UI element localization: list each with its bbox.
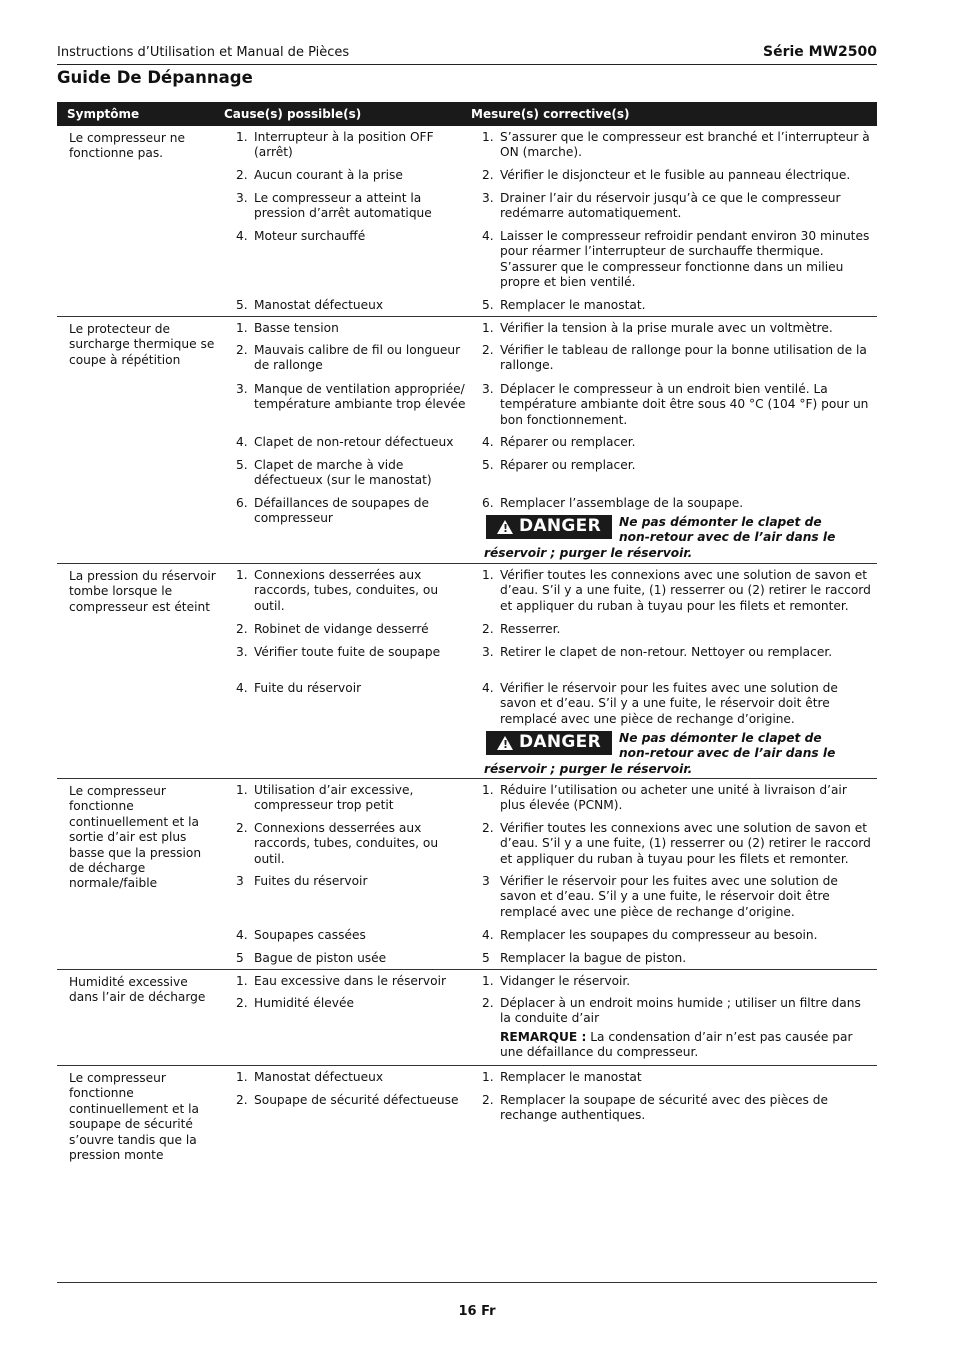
measure-item: 1. Vérifier toutes les connexions avec une solution de savon et d’eau. S’il y a une fuite, (1) resserrer ou (2) retirer le raccord et appliquer du ruban à tuyau pour les filets et remonter. — [482, 568, 871, 613]
measure-item: 4. Laisser le compresseur refroidir pendant environ 30 minutes pour réarmer l’interrupteur de surchauffe thermique. S’assurer que le compresseur fonctionne dans un milieu propre et bien ventilé. — [482, 229, 870, 290]
cause-item: 4. Clapet de non-retour défectueux — [236, 435, 454, 449]
col-header-measure: Mesure(s) corrective(s) — [471, 107, 630, 121]
cause-item: 2. Soupape de sécurité défectueuse — [236, 1093, 459, 1107]
table-row — [57, 126, 877, 317]
table-row — [57, 779, 877, 970]
warning-triangle-icon — [497, 520, 513, 534]
cause-item: 4. Soupapes cassées — [236, 928, 366, 942]
cause-item: 3. Vérifier toute fuite de soupape — [236, 645, 441, 659]
symptom-text: La pression du réservoir tombe lorsque le compresseur est éteint — [69, 569, 216, 614]
danger-badge: ! DANGER — [486, 515, 612, 539]
measure-item: 4. Réparer ou remplacer. — [482, 435, 636, 449]
cause-item: 2. Humidité élevée — [236, 996, 355, 1010]
measure-item: 3. Déplacer le compresseur à un endroit bien ventilé. La température ambiante doit être sous 40 °C (104 °F) pour un bon fonctionnement. — [482, 382, 869, 427]
cause-item: 1. Basse tension — [236, 321, 339, 335]
cause-item: 1. Connexions desserrées aux raccords, tubes, conduites, ou outil. — [236, 568, 439, 613]
cause-item: 1. Eau excessive dans le réservoir — [236, 974, 446, 988]
table-row — [57, 1066, 877, 1166]
measure-item: 2. Déplacer à un endroit moins humide ; utiliser un filtre dans la conduite d’air — [482, 996, 861, 1026]
measure-item: 1. Réduire l’utilisation ou acheter une unité à livraison d’air plus élevée (PCNM). — [482, 783, 847, 813]
cause-item: 2. Robinet de vidange desserré — [236, 622, 429, 636]
measure-item: 1. Remplacer le manostat — [482, 1070, 642, 1084]
cause-item: 1. Manostat défectueux — [236, 1070, 384, 1084]
symptom-text: Le compresseur fonctionne continuellement et la sortie d’air est plus basse que la pression de décharge normale/faible — [69, 784, 202, 891]
cause-item: 2. Connexions desserrées aux raccords, tubes, conduites, ou outil. — [236, 821, 439, 866]
symptom-text: Le protecteur de surcharge thermique se coupe à répétition — [69, 322, 215, 367]
col-header-symptom: Symptôme — [67, 107, 140, 121]
danger-badge: ! DANGER — [486, 731, 612, 755]
symptom-text: Le compresseur ne fonctionne pas. — [69, 131, 185, 161]
measure-item: 2. Vérifier le disjoncteur et le fusible au panneau électrique. — [482, 168, 851, 182]
col-header-cause: Cause(s) possible(s) — [224, 107, 362, 121]
cause-item: 2. Aucun courant à la prise — [236, 168, 403, 182]
cause-item: 1. Interrupteur à la position OFF (arrêt) — [236, 130, 434, 160]
measure-item: 3 Vérifier le réservoir pour les fuites avec une solution de savon et d’eau. S’il y a une fuite, le réservoir doit être remplacé avec une pièce de rechange d’origine. — [482, 874, 838, 919]
cause-item: 4. Moteur surchauffé — [236, 229, 366, 243]
note-text: REMARQUE : La condensation d’air n’est pas causée par une défaillance du compresseur. — [500, 1030, 853, 1060]
measure-item: 2. Remplacer la soupape de sécurité avec des pièces de rechange authentiques. — [482, 1093, 828, 1123]
cause-item: 5. Manostat défectueux — [236, 298, 384, 312]
cause-item: 1. Utilisation d’air excessive, compresseur trop petit — [236, 783, 414, 813]
troubleshooting-table — [57, 102, 877, 1163]
measure-item: 5. Réparer ou remplacer. — [482, 458, 636, 472]
measure-item: 5. Remplacer le manostat. — [482, 298, 646, 312]
cause-item: 5. Clapet de marche à vide défectueux (sur le manostat) — [236, 458, 432, 488]
note-label: REMARQUE : — [500, 1030, 587, 1044]
measure-item: 5 Remplacer la bague de piston. — [482, 951, 687, 965]
table-header — [57, 102, 877, 126]
table-row: La pression du réservoir tombe lorsque le compresseur est éteint 1. Connexions desserrées aux raccords, tubes, conduites, ou outil. 1. Vérifier toutes les connexions avec une solution de savon et d’eau. S’il y a une fuite, (1) resserrer ou (2) retirer le raccord et appliquer du ruban à tuyau pour les filets et remonter. 2. Robinet de vidange desserré 2. Resserrer. 3. Vérifier toute fuite de soupape 3. Retirer le clapet de non-retour. Nettoyer ou remplacer. 4. Fuite du réservoir 4. Vérifier le réservoir pour les fuites avec une solution de savon et d’eau. S’il y a une fuite, le réservoir doit être remplacé avec une pièce de rechange d’origine. ! DANGER Ne pas démonter le clapet de non-retour avec de l’air dans le réservoir ; purger le réservoir. — [57, 564, 877, 779]
page-title: Guide De Dépannage — [57, 68, 253, 87]
table-row — [57, 970, 877, 1066]
measure-item: 3. Retirer le clapet de non-retour. Nettoyer ou remplacer. — [482, 645, 833, 659]
symptom-text: Humidité excessive dans l’air de décharge — [69, 975, 206, 1005]
measure-item: 1. Vidanger le réservoir. — [482, 974, 631, 988]
measure-item: 4. Remplacer les soupapes du compresseur au besoin. — [482, 928, 818, 942]
measure-item: 2. Resserrer. — [482, 622, 561, 636]
cause-item: 3. Manque de ventilation appropriée/ température ambiante trop élevée — [236, 382, 466, 412]
cause-item: 3. Le compresseur a atteint la pression d’arrêt automatique — [236, 191, 432, 221]
cause-item: 6. Défaillances de soupapes de compresseur — [236, 496, 429, 526]
table-row: Le protecteur de surcharge thermique se coupe à répétition 1. Basse tension 1. Vérifier la tension à la prise murale avec un voltmètre. 2. Mauvais calibre de fil ou longueur de rallonge 2. Vérifier le tableau de rallonge pour la bonne utilisation de la rallonge. 3. Manque de ventilation appropriée/ température ambiante trop élevée 3. Déplacer le compresseur à un endroit bien ventilé. La température ambiante doit être sous 40 °C (104 °F) pour un bon fonctionnement. 4. Clapet de non-retour défectueux 4. Réparer ou remplacer. 5. Clapet de marche à vide défectueux (sur le manostat) 5. Réparer ou remplacer. 6. Défaillances de soupapes de compresseur 6. Remplacer l’assemblage de la soupape. ! DANGER Ne pas démonter le clapet de non-retour avec de l’air dans le réservoir ; purger le réservoir. — [57, 317, 877, 564]
measure-item: 2. Vérifier le tableau de rallonge pour la bonne utilisation de la rallonge. — [482, 343, 867, 373]
measure-item: 1. Vérifier la tension à la prise murale avec un voltmètre. — [482, 321, 833, 335]
cause-item: 4. Fuite du réservoir — [236, 681, 362, 695]
page-header — [57, 42, 877, 65]
measure-item: 6. Remplacer l’assemblage de la soupape. — [482, 496, 744, 510]
symptom-text: Le compresseur fonctionne continuellement et la soupape de sécurité s’ouvre tandis que la pression monte — [69, 1071, 200, 1163]
measure-item: 4. Vérifier le réservoir pour les fuites avec une solution de savon et d’eau. S’il y a une fuite, le réservoir doit être remplacé avec une pièce de rechange d’origine. — [482, 681, 838, 726]
warning-triangle-icon — [497, 736, 513, 750]
series-name: Série MW2500 — [763, 44, 877, 60]
measure-item: 3. Drainer l’air du réservoir jusqu’à ce que le compresseur redémarre automatiquement. — [482, 191, 841, 221]
cause-item: 3 Fuites du réservoir — [236, 874, 368, 888]
cause-item: 2. Mauvais calibre de fil ou longueur de rallonge — [236, 343, 461, 373]
measure-item: 2. Vérifier toutes les connexions avec une solution de savon et d’eau. S’il y a une fuite, (1) resserrer ou (2) retirer le raccord et appliquer du ruban à tuyau pour les filets et remonter. — [482, 821, 871, 866]
footer-divider — [57, 1282, 877, 1283]
manual-title: Instructions d’Utilisation et Manual de Pièces — [57, 45, 350, 60]
page-number: 16 Fr — [458, 1304, 496, 1319]
cause-item: 5 Bague de piston usée — [236, 951, 387, 965]
measure-item: 1. S’assurer que le compresseur est branché et l’interrupteur à ON (marche). — [482, 130, 870, 160]
